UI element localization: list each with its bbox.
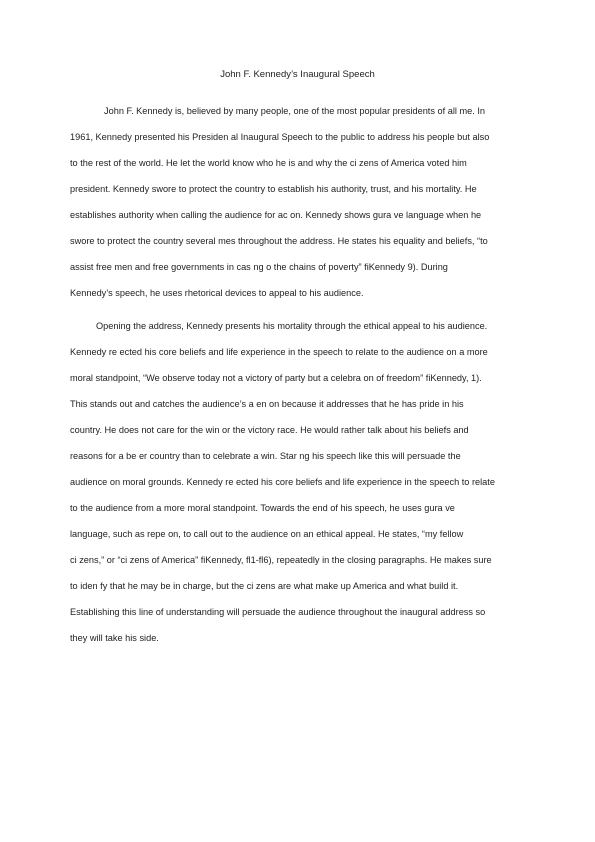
paragraph-2-line-12: Establishing this line of understanding will persuade the audience throughout the inaugural address so [70,607,486,617]
paragraph-2-line-5: country. He does not care for the win or the victory race. He would rather talk about his beliefs and [70,425,469,435]
paragraph-2-line-8: to the audience from a more moral standpoint. Towards the end of his speech, he uses gura ve [70,503,455,513]
paragraph-1-line-5: establishes authority when calling the audience for ac on. Kennedy shows gura ve language when he [70,210,482,220]
paragraph-2-line-13: they will take his side. [70,633,159,643]
paragraph-1-line-1: John F. Kennedy is, believed by many people, one of the most popular presidents of all me. In [104,106,485,116]
document-title: John F. Kennedy’s Inaugural Speech [220,69,375,80]
paragraph-1-line-8: Kennedy’s speech, he uses rhetorical devices to appeal to his audience. [70,288,364,298]
paragraph-1-line-6: swore to protect the country several mes throughout the address. He states his equality and beliefs, “to [70,236,488,246]
paragraph-1-line-7: assist free men and free governments in cas ng o the chains of poverty” fiKennedy 9). During [70,262,448,272]
paragraph-2-line-1: Opening the address, Kennedy presents his mortality through the ethical appeal to his audience. [96,321,488,331]
paragraph-2-line-2: Kennedy re ected his core beliefs and life experience in the speech to relate to the audience on a more [70,347,488,357]
paragraph-1-line-4: president. Kennedy swore to protect the country to establish his authority, trust, and his mortality. He [70,184,477,194]
paragraph-2-line-11: to iden fy that he may be in charge, but the ci zens are what make up America and what build it. [70,581,459,591]
paragraph-2-line-6: reasons for a be er country than to celebrate a win. Star ng his speech like this will persuade the [70,451,461,461]
paragraph-1-line-2: 1961, Kennedy presented his Presiden al Inaugural Speech to the public to address his people but also [70,132,490,142]
paragraph-2-line-7: audience on moral grounds. Kennedy re ected his core beliefs and life experience in the speech to relate [70,477,495,487]
paragraph-2-line-10: ci zens,” or “ci zens of America” fiKennedy, fl1-fl6), repeatedly in the closing paragraphs. He makes sure [70,555,492,565]
paragraph-1-line-3: to the rest of the world. He let the world know who he is and why the ci zens of America voted him [70,158,467,168]
paragraph-2-line-9: language, such as repe on, to call out to the audience on an ethical appeal. He states, “my fellow [70,529,464,539]
paragraph-2-line-4: This stands out and catches the audience’s a en on because it addresses that he has pride in his [70,399,464,409]
paragraph-2-line-3: moral standpoint, “We observe today not a victory of party but a celebra on of freedom” fiKennedy, 1). [70,373,482,383]
